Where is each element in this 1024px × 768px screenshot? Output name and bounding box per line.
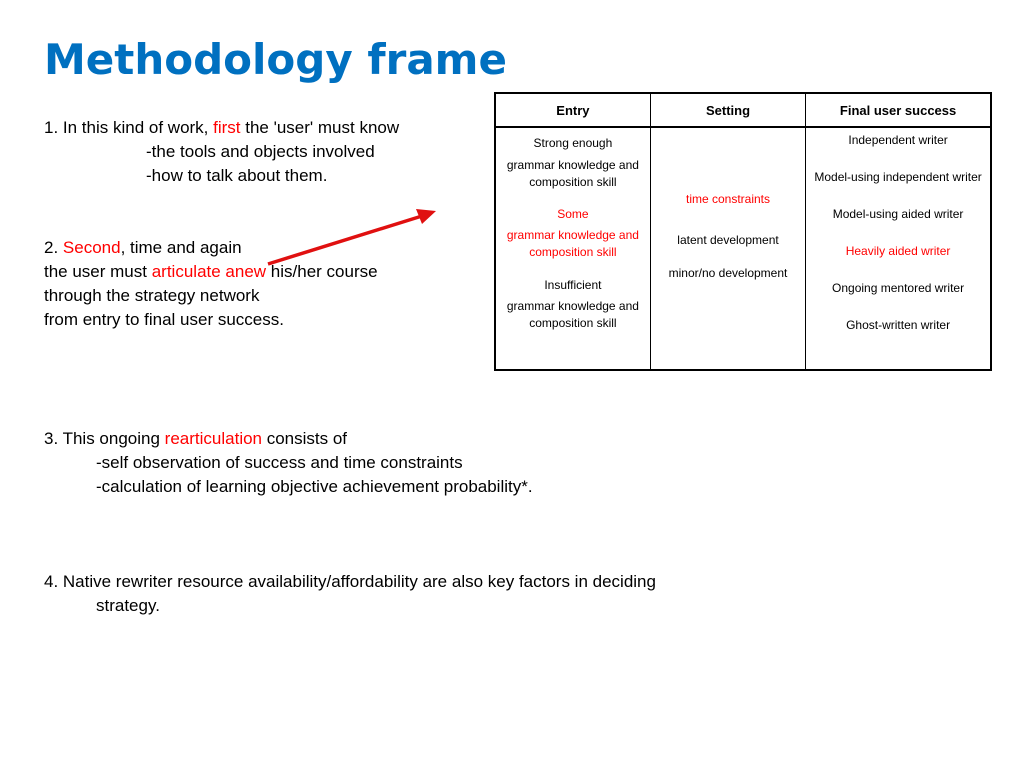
entry-some-label: Some [557, 207, 589, 221]
entry-strong-label: Strong enough [533, 136, 613, 150]
table-row [495, 127, 991, 370]
point-4-line-1: 4. Native rewriter resource availability/affordability are also key factors in deciding [44, 572, 656, 591]
point-2-line-1: 2. Second, time and again [44, 238, 242, 257]
highlight-first: first [213, 118, 241, 137]
success-heavily-aided: Heavily aided writer [845, 244, 951, 258]
entry-insufficient-detail: grammar knowledge and composition skill [506, 299, 639, 330]
header-setting: Setting [650, 93, 805, 127]
setting-minor-no-development: minor/no development [668, 266, 788, 280]
entry-strong-detail: grammar knowledge and composition skill [506, 158, 639, 189]
header-final-user-success: Final user success [806, 93, 991, 127]
point-2-line-3: through the strategy network [44, 286, 260, 305]
success-cell [806, 127, 991, 370]
point-4-line-2: strategy. [96, 596, 160, 615]
point-2-line-4: from entry to final user success. [44, 310, 284, 329]
point-3-line-2: -self observation of success and time constraints [96, 453, 463, 472]
setting-cell [650, 127, 805, 370]
entry-insufficient-label: Insufficient [544, 278, 602, 292]
page-title: Methodology frame [44, 35, 507, 84]
success-ongoing-mentored: Ongoing mentored writer [832, 281, 965, 295]
highlight-second: Second [62, 238, 121, 257]
point-1-line-1: 1. In this kind of work, first the 'user' must know [44, 118, 400, 137]
entry-some-detail: grammar knowledge and composition skill [506, 228, 639, 259]
entry-cell [495, 127, 650, 370]
setting-time-constraints: time constraints [685, 192, 771, 206]
strategy-table [494, 92, 992, 371]
point-1-line-2: -the tools and objects involved [146, 142, 375, 161]
success-ghost-written: Ghost-written writer [846, 318, 951, 332]
point-3-line-3: -calculation of learning objective achievement probability*. [96, 477, 533, 496]
point-3-line-1: 3. This ongoing rearticulation consists of [44, 429, 348, 448]
point-2-line-2: the user must articulate anew his/her course [44, 262, 378, 281]
setting-latent-development: latent development [677, 233, 779, 247]
header-entry: Entry [495, 93, 650, 127]
point-1-line-3: -how to talk about them. [146, 166, 328, 185]
highlight-articulate-anew: articulate anew [151, 262, 267, 281]
highlight-rearticulation: rearticulation [164, 429, 262, 448]
table-header-row [495, 93, 991, 127]
success-independent: Independent writer [848, 133, 948, 147]
success-model-using-independent: Model-using independent writer [814, 170, 982, 184]
success-model-using-aided: Model-using aided writer [832, 207, 964, 221]
